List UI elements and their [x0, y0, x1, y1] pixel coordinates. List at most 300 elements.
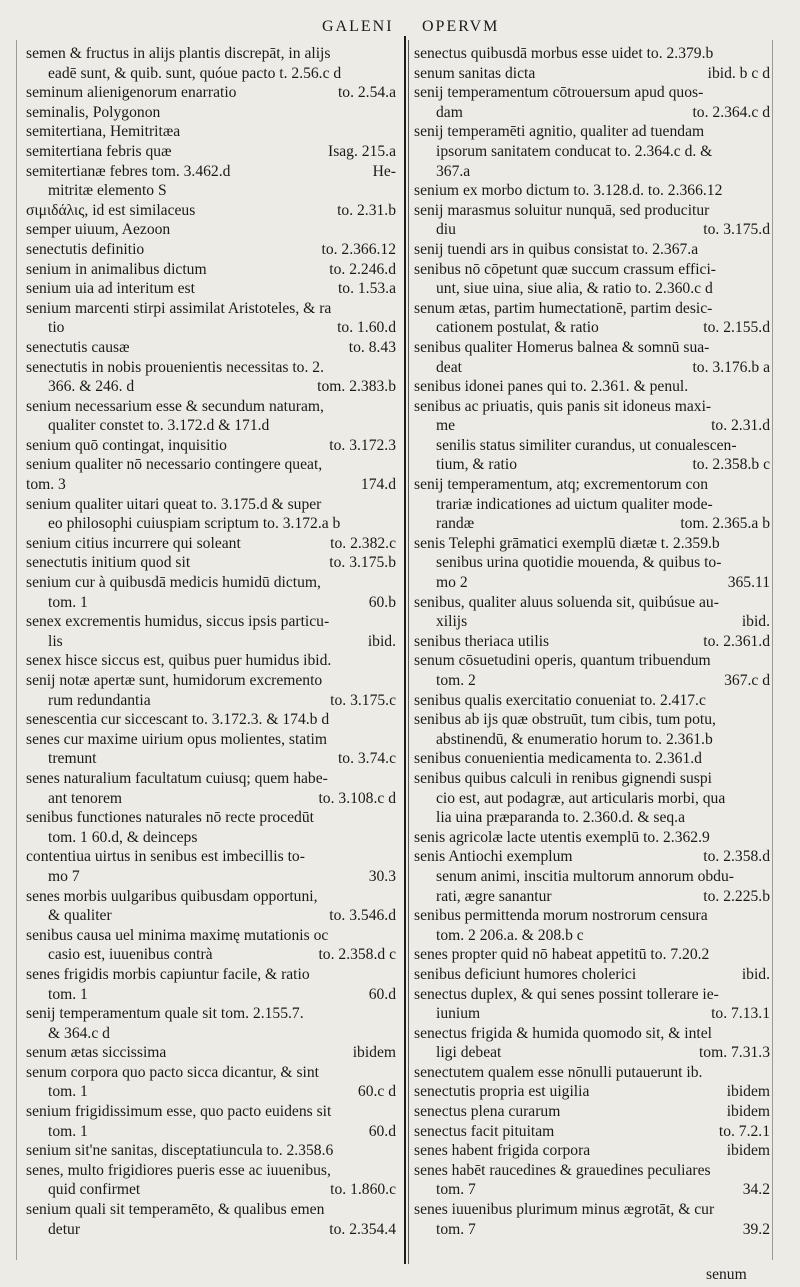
index-entry-reference: to. 2.364.c d — [692, 103, 770, 121]
index-entry-text: senij temperamentum cōtrouersum apud quos- — [414, 84, 704, 102]
index-entry-line — [414, 436, 770, 456]
index-entry-reference — [390, 671, 396, 691]
index-entry-line — [26, 671, 396, 691]
index-entry-text: senibus conuenientia medicamenta to. 2.361.d — [414, 750, 702, 768]
index-entry-reference — [764, 338, 770, 358]
index-entry-reference: to. 7.2.1 — [718, 1122, 770, 1140]
index-entry-reference: to. 2.354.4 — [329, 1220, 396, 1238]
index-entry-text: senibus deficiunt humores cholerici — [414, 965, 637, 983]
index-entry-reference — [390, 887, 396, 907]
index-entry-text: tom. 3 — [26, 476, 66, 494]
index-entry-reference — [390, 1102, 396, 1122]
index-entry-line — [414, 1082, 770, 1102]
index-entry-text: senibus ac priuatis, quis panis sit idoneus maxi- — [414, 397, 712, 415]
index-entry-text: semen & fructus in alijs plantis discrepāt, in alijs — [26, 45, 331, 62]
index-entry-text: iunium — [436, 1005, 481, 1023]
index-entry-text: senes habent frigida corpora — [414, 1142, 591, 1160]
index-entry-reference — [390, 926, 396, 946]
index-entry-text: senium uia ad interitum est — [26, 280, 195, 298]
index-entry-line — [414, 1141, 770, 1161]
index-entry-line — [26, 593, 396, 613]
index-entry-reference — [390, 358, 396, 378]
index-entry-reference: ibid. — [741, 613, 770, 631]
index-entry-text: seminalis, Polygonon — [26, 103, 161, 121]
index-entry-text: senum cōsuetudini operis, quantum tribuendum — [414, 652, 711, 670]
index-entry-reference — [764, 926, 770, 946]
index-entry-reference — [390, 299, 396, 319]
index-entry-line — [414, 593, 770, 613]
index-entry-line — [414, 808, 770, 828]
index-entry-reference — [390, 1024, 396, 1044]
index-entry-text: tium, & ratio — [436, 456, 517, 474]
index-entry-line — [26, 514, 396, 534]
index-entry-text: senium necessarium esse & secundum naturam, — [26, 397, 324, 415]
index-entry-line — [414, 397, 770, 417]
index-entry-line — [414, 514, 770, 534]
index-entry-line — [414, 1024, 770, 1044]
index-entry-text: cio est, aut podagræ, aut articularis morbi, qua — [436, 789, 726, 807]
index-entry-line — [26, 455, 396, 475]
index-entry-reference — [390, 416, 396, 436]
index-entry-text: senibus ab ijs quæ obstruūt, tum cibis, tum potu, — [414, 711, 716, 729]
index-entry-reference — [390, 495, 396, 515]
index-entry-text: 367.a — [436, 162, 471, 180]
column-divider-inner — [408, 40, 409, 1264]
index-entry-text: tom. 7 — [436, 1181, 476, 1199]
index-entry-text: diu — [436, 221, 456, 239]
index-entry-text: xilijs — [436, 613, 468, 631]
index-entry-reference: to. 3.108.c d — [318, 789, 396, 807]
index-entry-text: senibus urina quotidie mouenda, & quibus to- — [436, 554, 722, 572]
index-entry-reference — [764, 260, 770, 280]
index-entry-text: senex excrementis humidus, siccus ipsis particu- — [26, 613, 330, 631]
index-entry-reference — [390, 1063, 396, 1083]
index-entry-line — [414, 1063, 770, 1083]
index-entry-text: senes cur maxime uirium opus molientes, statim — [26, 730, 327, 748]
index-entry-line — [414, 416, 770, 436]
index-entry-text: senibus qualiter Homerus balnea & somnū sua- — [414, 338, 710, 356]
index-entry-line — [414, 710, 770, 730]
index-entry-reference: ibid. — [741, 965, 770, 983]
index-entry-line — [414, 965, 770, 985]
index-entry-text: senibus functiones naturales nō recte procedūt — [26, 809, 314, 827]
index-entry-text: detur — [48, 1220, 81, 1238]
index-entry-reference — [764, 436, 770, 456]
index-entry-reference: to. 3.176.b a — [692, 358, 770, 376]
index-entry-text: senis Antiochi exemplum — [414, 848, 573, 866]
index-entry-text: senes morbis uulgaribus quibusdam opportuni, — [26, 887, 318, 905]
index-entry-reference — [764, 769, 770, 789]
index-entry-line — [26, 240, 396, 260]
index-entry-line — [414, 1043, 770, 1063]
index-entry-line — [414, 1180, 770, 1200]
index-entry-line — [26, 1082, 396, 1102]
index-entry-text: senectus facit pituitam — [414, 1122, 555, 1140]
index-entry-reference — [390, 64, 396, 84]
index-entry-reference — [764, 1161, 770, 1181]
index-entry-text: senes naturalium facultatum cuiusq; quem habe- — [26, 769, 328, 787]
index-entry-line — [414, 691, 770, 711]
index-entry-reference — [764, 553, 770, 573]
index-entry-line — [414, 240, 770, 260]
index-entry-reference — [390, 220, 396, 240]
index-entry-text: rati, ægre sanantur — [436, 887, 552, 905]
index-entry-line — [414, 671, 770, 691]
index-entry-reference: to. 2.358.d c — [318, 946, 396, 964]
index-entry-line — [26, 612, 396, 632]
index-entry-reference: to. 2.358.b c — [692, 456, 770, 474]
index-entry-reference — [764, 730, 770, 750]
index-entry-reference: 60.d — [368, 985, 396, 1003]
index-entry-text: dam — [436, 103, 463, 121]
index-entry-text: senium marcenti stirpi assimilat Aristoteles, & ra — [26, 299, 332, 317]
index-entry-text: tom. 1 — [48, 1122, 88, 1140]
index-entry-reference — [390, 847, 396, 867]
index-entry-reference — [764, 1200, 770, 1220]
index-entry-line — [414, 475, 770, 495]
index-entry-text: senij notæ apertæ sunt, humidorum excremento — [26, 672, 323, 689]
page-edge-left — [16, 40, 17, 1260]
index-entry-text: lia uina præparanda to. 2.360.d. & seq.a — [436, 809, 686, 827]
index-entry-text: senibus, qualiter aluus soluenda sit, quibúsue au- — [414, 593, 719, 611]
index-entry-line — [26, 867, 396, 887]
index-entry-text: senibus theriaca utilis — [414, 632, 550, 650]
index-entry-text: senes iuuenibus plurimum minus ægrotāt, & cur — [414, 1201, 715, 1219]
index-entry-line — [26, 906, 396, 926]
index-entry-text: senes, multo frigidiores pueris esse ac iuuenibus, — [26, 1161, 331, 1179]
index-entry-line — [26, 573, 396, 593]
index-entry-line — [26, 475, 396, 495]
index-entry-reference: ibidem — [726, 1142, 770, 1160]
index-entry-reference — [390, 808, 396, 828]
index-entry-reference — [764, 397, 770, 417]
index-entry-text: senibus causa uel minima maximę mutationis oc — [26, 926, 329, 944]
index-entry-line — [414, 887, 770, 907]
index-entry-line — [26, 181, 396, 201]
index-entry-line — [414, 358, 770, 378]
index-entry-text: casio est, iuuenibus contrà — [48, 946, 213, 964]
index-entry-line — [26, 64, 396, 84]
index-entry-line — [414, 573, 770, 593]
index-entry-text: senectus frigida & humida quomodo sit, & intel — [414, 1024, 712, 1042]
index-entry-text: senij temperamēti agnitio, qualiter ad tuendam — [414, 123, 705, 141]
index-entry-reference: to. 2.366.12 — [321, 240, 396, 258]
running-head-left: GALENI — [322, 18, 394, 35]
index-entry-text: senum animi, inscitia multorum annorum obdu- — [436, 867, 734, 885]
index-entry-text: senex hisce siccus est, quibus puer humidus ibid. — [26, 652, 332, 670]
index-entry-line — [26, 887, 396, 907]
index-entry-line — [414, 906, 770, 926]
index-entry-reference: to. 3.74.c — [337, 750, 396, 768]
index-entry-text: senium qualiter uitari queat to. 3.175.d & super — [26, 495, 322, 513]
index-entry-text: rum redundantia — [48, 691, 151, 709]
index-entry-reference: to. 2.31.d — [711, 417, 770, 435]
running-head-right: OPERVM — [422, 18, 500, 35]
index-entry-text: tom. 2 — [436, 672, 476, 689]
index-entry-line — [26, 416, 396, 436]
index-entry-reference: to. 2.382.c — [330, 534, 396, 552]
index-entry-reference — [764, 1063, 770, 1083]
index-entry-line — [414, 1122, 770, 1142]
index-entry-line — [26, 495, 396, 515]
index-entry-line — [26, 1200, 396, 1220]
index-entry-reference: to. 1.860.c — [330, 1181, 396, 1199]
index-entry-text: senum sanitas dicta — [414, 64, 536, 82]
index-entry-text: senectutis propria est uigilia — [414, 1083, 590, 1101]
index-entry-reference — [764, 828, 770, 848]
index-entry-text: trariæ indicationes ad uictum qualiter mode- — [436, 495, 713, 513]
index-entry-line — [26, 260, 396, 280]
index-entry-text: semitertianæ febres tom. 3.462.d — [26, 162, 231, 180]
index-entry-reference — [390, 44, 396, 64]
index-entry-text: senium frigidissimum esse, quo pacto euidens sit — [26, 1103, 332, 1121]
index-entry-text: semitertiana febris quæ — [26, 142, 172, 160]
index-entry-text: semitertiana, Hemitritæa — [26, 123, 181, 141]
index-entry-text: senij marasmus soluitur nunquā, sed producitur — [414, 201, 710, 219]
index-entry-line — [414, 64, 770, 84]
index-entry-text: senij temperamentum, atq; excrementorum con — [414, 476, 709, 494]
index-entry-line — [26, 299, 396, 319]
index-entry-reference: to. 1.60.d — [337, 319, 396, 337]
index-entry-line — [26, 1024, 396, 1044]
index-entry-reference: to. 1.53.a — [337, 280, 396, 298]
index-entry-text: senes propter quid nō habeat appetitū to. 7.20.2 — [414, 946, 710, 964]
index-entry-reference: 365.11 — [727, 574, 770, 592]
index-entry-line — [414, 201, 770, 221]
index-entry-text: senibus quibus calculi in renibus gignendi suspi — [414, 769, 712, 787]
index-entry-reference — [764, 710, 770, 730]
index-entry-reference: 174.d — [360, 476, 396, 494]
index-entry-reference: tom. 2.365.a b — [680, 515, 770, 533]
index-entry-text: senij tuendi ars in quibus consistat to. 2.367.a — [414, 240, 699, 258]
index-entry-reference — [764, 749, 770, 769]
index-entry-line — [414, 847, 770, 867]
index-entry-text: senij temperamentum quale sit tom. 2.155.7. — [26, 1005, 304, 1023]
index-entry-reference — [390, 828, 396, 848]
index-entry-reference — [390, 455, 396, 475]
index-entry-reference — [764, 299, 770, 319]
index-entry-reference — [390, 710, 396, 730]
index-entry-reference: ibid. b c d — [707, 64, 770, 82]
index-entry-reference — [390, 514, 396, 534]
index-entry-reference: to. 2.246.d — [329, 260, 396, 278]
index-entry-text: senium in animalibus dictum — [26, 260, 207, 278]
index-entry-text: unt, siue uina, siue alia, & ratio to. 2.360.c d — [436, 280, 713, 298]
index-entry-text: quid confirmet — [48, 1181, 141, 1199]
index-entry-text: tom. 1 — [48, 1083, 88, 1101]
index-entry-line — [26, 1220, 396, 1240]
index-entry-line — [414, 142, 770, 162]
index-entry-reference: 39.2 — [742, 1220, 770, 1238]
index-entry-line — [414, 749, 770, 769]
index-entry-text: tremunt — [48, 750, 97, 768]
index-entry-reference — [764, 651, 770, 671]
index-entry-reference: to. 3.546.d — [329, 907, 396, 925]
index-entry-reference: to. 3.175.d — [703, 221, 770, 239]
index-entry-line — [26, 808, 396, 828]
running-head — [0, 18, 800, 40]
index-entry-reference — [390, 1141, 396, 1161]
index-entry-line — [414, 553, 770, 573]
index-entry-line — [414, 985, 770, 1005]
index-entry-line — [414, 162, 770, 182]
index-entry-reference: 60.b — [368, 593, 396, 611]
index-entry-text: abstinendū, & enumeratio horum to. 2.361.b — [436, 730, 713, 748]
index-entry-line — [26, 985, 396, 1005]
index-entry-text: contentiua uirtus in senibus est imbecillis to- — [26, 848, 305, 866]
index-entry-text: mo 7 — [48, 867, 80, 885]
index-entry-text: senectutem qualem esse nōnulli putauerunt ib. — [414, 1063, 703, 1081]
index-entry-reference: to. 2.358.d — [703, 848, 770, 866]
index-entry-line — [414, 44, 770, 64]
index-entry-reference: 34.2 — [742, 1181, 770, 1199]
index-entry-text: lis — [48, 632, 63, 650]
index-entry-reference: to. 2.31.b — [337, 201, 396, 219]
index-entry-reference — [764, 945, 770, 965]
index-entry-reference: Isag. 215.a — [328, 142, 396, 160]
index-entry-text: senectutis in nobis prouenientis necessitas to. 2. — [26, 358, 324, 376]
index-entry-line — [26, 730, 396, 750]
index-entry-text: senium quali sit temperamēto, & qualibus emen — [26, 1201, 325, 1219]
index-entry-line — [26, 965, 396, 985]
index-entry-text: senilis status similiter curandus, ut conualescen- — [436, 436, 737, 454]
index-entry-reference: to. 7.13.1 — [711, 1005, 770, 1023]
index-entry-line — [26, 1102, 396, 1122]
index-entry-line — [26, 1141, 396, 1161]
index-entry-text: senium quō contingat, inquisitio — [26, 436, 227, 454]
index-entry-text: ligi debeat — [436, 1044, 502, 1062]
index-entry-line — [414, 867, 770, 887]
index-entry-text: tom. 1 — [48, 593, 88, 611]
index-entry-text: σιμιδάλις, id est similaceus — [26, 201, 196, 219]
index-entry-text: me — [436, 417, 456, 435]
index-entry-text: mo 2 — [436, 574, 468, 592]
index-entry-line — [26, 377, 396, 397]
index-entry-reference — [390, 1004, 396, 1024]
index-entry-text: 366. & 246. d — [48, 378, 135, 396]
index-entry-line — [414, 122, 770, 142]
index-entry-line — [414, 103, 770, 123]
index-entry-line — [414, 181, 770, 201]
index-entry-line — [26, 1043, 396, 1063]
index-entry-line — [26, 358, 396, 378]
index-entry-reference: to. 2.361.d — [703, 632, 770, 650]
index-column-right — [414, 44, 770, 1269]
index-entry-line — [26, 553, 396, 573]
index-entry-reference — [764, 201, 770, 221]
index-entry-text: senum corpora quo pacto sicca dicantur, & sint — [26, 1063, 319, 1081]
index-entry-reference — [390, 612, 396, 632]
index-entry-reference — [390, 103, 396, 123]
index-entry-line — [26, 122, 396, 142]
index-entry-text: senium ex morbo dictum to. 3.128.d. to. 2.366.12 — [414, 182, 723, 200]
index-entry-reference: ibidem — [352, 1044, 396, 1062]
index-entry-line — [26, 103, 396, 123]
index-entry-line — [414, 1004, 770, 1024]
index-entry-text: senium qualiter nō necessario contingere queat, — [26, 456, 323, 474]
index-entry-line — [26, 279, 396, 299]
index-entry-text: eo philosophi cuiuspiam scriptum to. 3.172.a b — [48, 515, 341, 533]
index-entry-line — [414, 769, 770, 789]
index-entry-text: seminum alienigenorum enarratio — [26, 84, 237, 102]
index-entry-line — [26, 789, 396, 809]
index-entry-reference — [390, 651, 396, 671]
index-entry-line — [414, 612, 770, 632]
index-entry-reference: to. 2.54.a — [337, 84, 396, 102]
index-entry-line — [26, 338, 396, 358]
index-entry-line — [414, 338, 770, 358]
index-entry-reference — [390, 573, 396, 593]
index-entry-reference — [764, 808, 770, 828]
index-entry-line — [414, 83, 770, 103]
index-entry-line — [26, 44, 396, 64]
index-entry-line — [414, 632, 770, 652]
index-entry-line — [26, 397, 396, 417]
index-entry-line — [414, 534, 770, 554]
index-entry-line — [26, 1161, 396, 1181]
index-entry-reference — [764, 44, 770, 64]
index-entry-reference — [390, 397, 396, 417]
index-entry-line — [414, 299, 770, 319]
index-entry-text: senis Telephi grāmatici exemplū diætæ t. 2.359.b — [414, 534, 720, 552]
index-entry-text: & qualiter — [48, 907, 112, 925]
index-entry-line — [26, 1063, 396, 1083]
index-entry-line — [414, 789, 770, 809]
index-entry-text: senis agricolæ lacte utentis exemplū to. 2.362.9 — [414, 828, 710, 846]
index-entry-text: ant tenorem — [48, 789, 123, 807]
index-entry-reference: to. 3.175.b — [329, 554, 396, 572]
index-entry-line — [26, 769, 396, 789]
index-entry-line — [414, 926, 770, 946]
index-entry-reference — [764, 122, 770, 142]
index-entry-line — [414, 220, 770, 240]
index-entry-reference — [764, 1024, 770, 1044]
index-entry-reference — [390, 965, 396, 985]
index-entry-text: tio — [48, 319, 65, 337]
index-entry-text: deat — [436, 358, 462, 376]
index-entry-text: tom. 2 206.a. & 208.b c — [436, 926, 584, 944]
index-entry-line — [414, 945, 770, 965]
index-entry-reference: to. 2.225.b — [703, 887, 770, 905]
index-entry-reference — [764, 279, 770, 299]
index-entry-line — [26, 201, 396, 221]
index-entry-text: cationem postulat, & ratio — [436, 319, 599, 337]
index-entry-line — [414, 495, 770, 515]
index-entry-line — [26, 710, 396, 730]
index-entry-text: qualiter constet to. 3.172.d & 171.d — [48, 417, 270, 435]
index-entry-reference — [390, 769, 396, 789]
index-entry-line — [414, 1200, 770, 1220]
index-entry-line — [414, 455, 770, 475]
index-entry-reference: ibidem — [726, 1083, 770, 1101]
index-entry-reference — [764, 377, 770, 397]
index-entry-reference — [764, 495, 770, 515]
index-entry-reference — [764, 162, 770, 182]
index-entry-reference: 60.d — [368, 1122, 396, 1140]
index-entry-reference: 60.c d — [357, 1083, 396, 1101]
index-entry-text: senectus duplex, & qui senes possint tollerare ie- — [414, 985, 719, 1003]
index-entry-text: senibus idonei panes qui to. 2.361. & penul. — [414, 378, 689, 396]
index-entry-text: senectutis definitio — [26, 240, 145, 258]
page-edge-right — [772, 40, 773, 1260]
index-entry-reference — [764, 475, 770, 495]
index-entry-text: ipsorum sanitatem conducat to. 2.364.c d. & — [436, 142, 713, 160]
index-entry-reference: tom. 7.31.3 — [698, 1044, 770, 1062]
index-entry-text: tom. 1 60.d, & deinceps — [48, 828, 198, 846]
index-entry-line — [26, 691, 396, 711]
index-entry-reference — [390, 730, 396, 750]
index-entry-text: senum ætas siccissima — [26, 1044, 167, 1062]
